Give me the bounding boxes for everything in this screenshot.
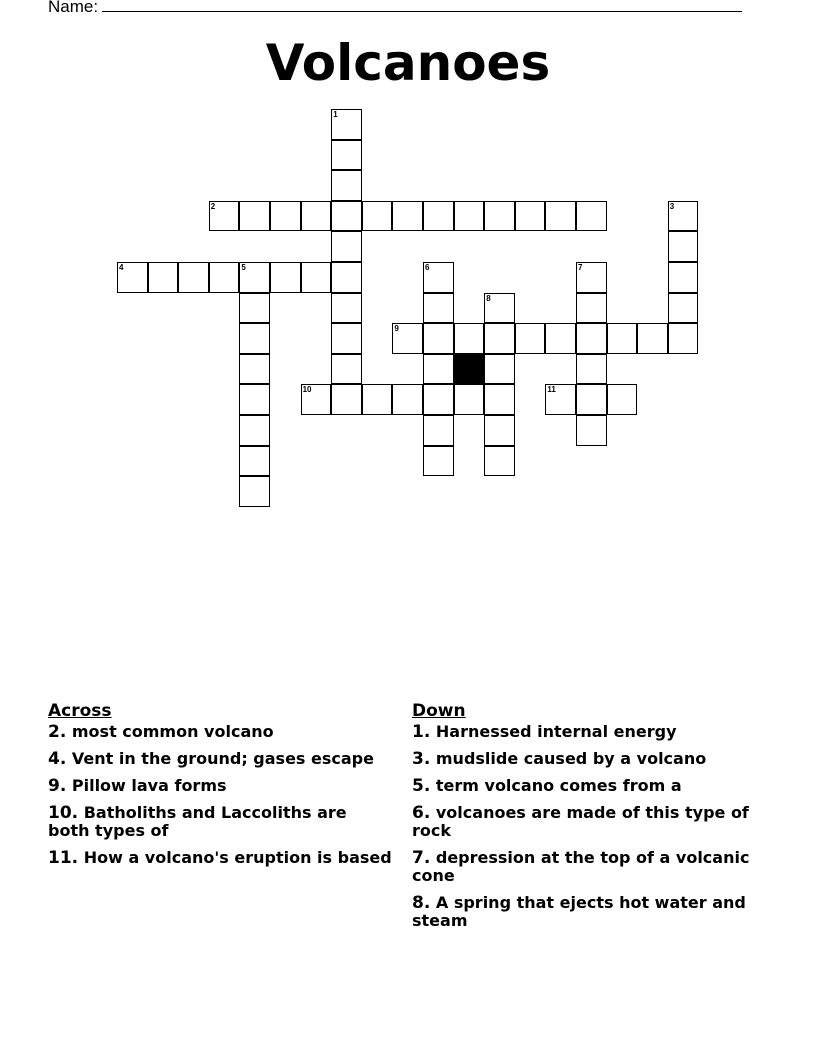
clue-across-11 (48, 849, 393, 867)
cell-number: 7 (578, 263, 583, 272)
grid-cell[interactable] (331, 293, 362, 324)
grid-cell[interactable] (209, 262, 240, 293)
grid-cell[interactable] (239, 384, 270, 415)
clue-text: depression at the top of a volcanic cone (412, 848, 750, 885)
grid-cell[interactable] (239, 201, 270, 232)
clue-down-7 (412, 849, 757, 885)
clue-across-2 (48, 723, 393, 741)
grid-cell[interactable] (576, 415, 607, 446)
grid-cell[interactable] (331, 170, 362, 201)
grid-cell[interactable] (423, 384, 454, 415)
cell-number: 4 (119, 263, 124, 272)
grid-cell[interactable] (484, 384, 515, 415)
grid-cell[interactable] (423, 354, 454, 385)
grid-cell-5[interactable] (239, 262, 270, 293)
clue-number: 7. (412, 848, 431, 868)
clue-text: A spring that ejects hot water and steam (412, 893, 746, 930)
clue-down-1 (412, 723, 757, 741)
across-clues (48, 700, 393, 876)
grid-cell[interactable] (270, 262, 301, 293)
grid-cell[interactable] (423, 446, 454, 477)
grid-cell-3[interactable] (668, 201, 699, 232)
clue-down-5 (412, 777, 757, 795)
down-clues (412, 700, 757, 939)
clue-across-4 (48, 750, 393, 768)
grid-cell[interactable] (331, 201, 362, 232)
grid-cell[interactable] (484, 354, 515, 385)
across-heading: Across (48, 701, 112, 721)
grid-cell[interactable] (331, 384, 362, 415)
grid-cell[interactable] (331, 140, 362, 171)
clue-number: 8. (412, 893, 431, 913)
grid-cell[interactable] (270, 201, 301, 232)
grid-cell[interactable] (576, 323, 607, 354)
grid-cell[interactable] (668, 293, 699, 324)
grid-cell-11[interactable] (545, 384, 576, 415)
cell-number: 10 (302, 385, 312, 395)
grid-cell[interactable] (331, 231, 362, 262)
clue-number: 3. (412, 749, 431, 769)
cell-number: 11 (547, 385, 556, 395)
grid-cell[interactable] (484, 323, 515, 354)
grid-cell[interactable] (545, 323, 576, 354)
page-title: Volcanoes (265, 34, 551, 92)
grid-cell-4[interactable] (117, 262, 148, 293)
clue-number: 9. (48, 776, 67, 796)
grid-cell-9[interactable] (392, 323, 423, 354)
grid-cell[interactable] (515, 323, 546, 354)
clue-down-3 (412, 750, 757, 768)
grid-cell-10[interactable] (301, 384, 332, 415)
clue-text: Harnessed internal energy (435, 722, 677, 741)
clue-text: term volcano comes from a (435, 776, 682, 795)
clue-text: volcanoes are made of this type of rock (412, 803, 749, 840)
grid-cell[interactable] (331, 262, 362, 293)
grid-cell[interactable] (668, 323, 699, 354)
grid-cell-6[interactable] (423, 262, 454, 293)
grid-cell[interactable] (454, 323, 485, 354)
grid-cell[interactable] (362, 384, 393, 415)
cell-number: 2 (210, 201, 216, 211)
grid-cell[interactable] (331, 323, 362, 354)
grid-cell[interactable] (239, 415, 270, 446)
cell-number: 1 (333, 110, 338, 119)
grid-cell[interactable] (607, 323, 638, 354)
cell-number: 3 (669, 201, 675, 211)
grid-cell[interactable] (239, 476, 270, 507)
clue-number: 11. (48, 848, 79, 868)
grid-cell[interactable] (239, 354, 270, 385)
grid-cell[interactable] (301, 201, 332, 232)
grid-cell[interactable] (484, 201, 515, 232)
clue-number: 4. (48, 749, 67, 769)
grid-cell[interactable] (239, 293, 270, 324)
grid-cell[interactable] (392, 384, 423, 415)
grid-cell[interactable] (576, 354, 607, 385)
grid-cell[interactable] (423, 415, 454, 446)
grid-cell[interactable] (178, 262, 209, 293)
grid-cell[interactable] (515, 201, 546, 232)
clue-text: Batholiths and Laccoliths are both types of (48, 803, 347, 840)
clue-across-9 (48, 777, 393, 795)
clue-text: most common volcano (71, 722, 274, 741)
clue-text: How a volcano's eruption is based (83, 848, 392, 867)
cell-number: 9 (394, 324, 399, 334)
black-cell (454, 354, 485, 385)
clue-number: 5. (412, 776, 431, 796)
grid-cell[interactable] (331, 354, 362, 385)
grid-cell[interactable] (484, 415, 515, 446)
grid-cell[interactable] (423, 293, 454, 324)
name-label: Name: (48, 0, 99, 16)
clue-text: mudslide caused by a volcano (435, 749, 707, 768)
grid-cell[interactable] (668, 262, 699, 293)
grid-cell[interactable] (454, 201, 485, 232)
clue-down-8 (412, 894, 757, 930)
cell-number: 8 (486, 293, 491, 303)
clue-across-10 (48, 804, 393, 840)
grid-cell[interactable] (362, 201, 393, 232)
grid-cell[interactable] (576, 384, 607, 415)
clue-number: 2. (48, 722, 67, 742)
clue-number: 1. (412, 722, 431, 742)
grid-cell[interactable] (637, 323, 668, 354)
clue-down-6 (412, 804, 757, 840)
grid-cell[interactable] (454, 384, 485, 415)
clue-text: Pillow lava forms (71, 776, 227, 795)
grid-cell[interactable] (239, 323, 270, 354)
name-line (48, 0, 742, 17)
grid-cell[interactable] (423, 201, 454, 232)
grid-cell-7[interactable] (576, 262, 607, 293)
grid-cell-8[interactable] (484, 293, 515, 324)
name-field[interactable] (102, 0, 742, 12)
grid-cell[interactable] (423, 323, 454, 354)
cell-number: 5 (241, 263, 246, 272)
grid-cell[interactable] (607, 384, 638, 415)
clue-number: 10. (48, 803, 79, 823)
grid-cell-1[interactable] (331, 109, 362, 140)
grid-cell[interactable] (148, 262, 179, 293)
grid-cell[interactable] (668, 231, 699, 262)
grid-cell[interactable] (392, 201, 423, 232)
grid-cell-2[interactable] (209, 201, 240, 232)
clue-number: 6. (412, 803, 431, 823)
grid-cell[interactable] (545, 201, 576, 232)
cell-number: 6 (425, 263, 430, 272)
grid-cell[interactable] (576, 201, 607, 232)
grid-cell[interactable] (576, 293, 607, 324)
grid-cell[interactable] (484, 446, 515, 477)
grid-cell[interactable] (239, 446, 270, 477)
clue-text: Vent in the ground; gases escape (71, 749, 374, 768)
grid-cell[interactable] (301, 262, 332, 293)
down-heading: Down (412, 701, 466, 721)
